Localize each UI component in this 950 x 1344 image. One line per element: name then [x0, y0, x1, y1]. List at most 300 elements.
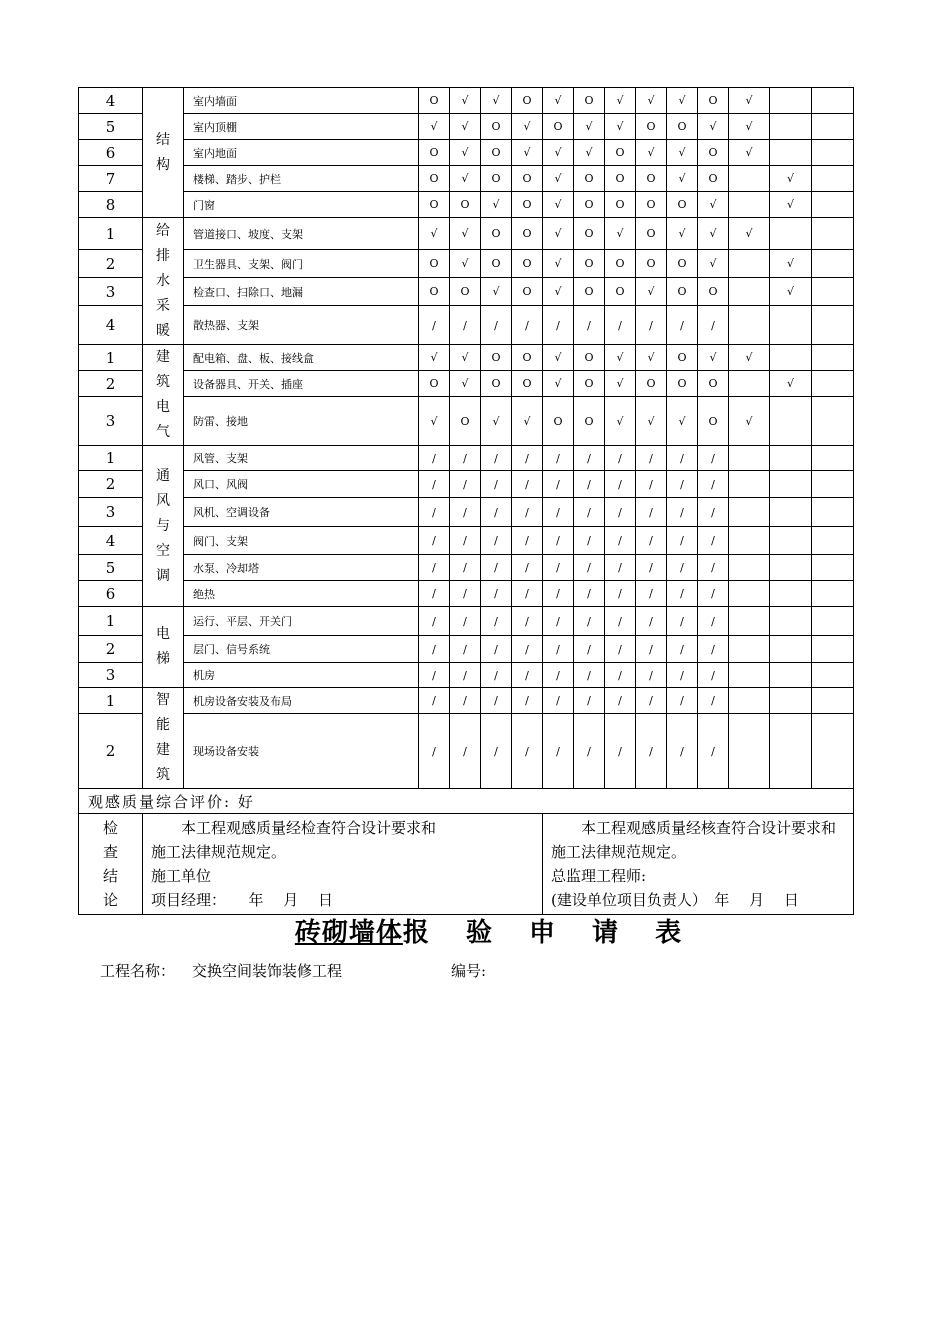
inspection-mark: O [543, 397, 574, 446]
item-number: 4 [79, 88, 143, 114]
inspection-mark [729, 192, 770, 218]
inspection-mark: / [543, 607, 574, 636]
table-row [79, 192, 854, 218]
inspection-mark: √ [729, 345, 770, 371]
inspection-mark: / [512, 688, 543, 714]
inspection-mark [729, 278, 770, 306]
inspection-mark: / [667, 306, 698, 345]
inspection-mark [812, 555, 854, 581]
inspection-mark [770, 498, 812, 527]
inspection-mark: / [667, 607, 698, 636]
group-label [143, 345, 184, 446]
inspection-mark: O [450, 192, 481, 218]
inspection-mark: / [605, 663, 636, 688]
inspection-mark: / [450, 607, 481, 636]
item-number: 3 [79, 498, 143, 527]
inspection-mark: / [543, 663, 574, 688]
inspection-mark: / [512, 714, 543, 789]
inspection-mark [812, 471, 854, 498]
inspection-mark: / [419, 471, 450, 498]
inspection-mark: O [667, 278, 698, 306]
inspection-mark [812, 663, 854, 688]
inspection-mark: / [543, 555, 574, 581]
inspection-mark: √ [450, 345, 481, 371]
supervisor-conclusion [543, 814, 854, 915]
item-name: 风管、支架 [184, 446, 419, 471]
inspection-mark: / [512, 581, 543, 607]
table-row [79, 581, 854, 607]
construction-unit-conclusion [143, 814, 543, 915]
inspection-mark: / [636, 636, 667, 663]
inspection-mark: √ [419, 397, 450, 446]
overall-evaluation-row [79, 789, 854, 814]
item-number: 6 [79, 581, 143, 607]
inspection-mark [770, 636, 812, 663]
item-name: 阀门、支架 [184, 527, 419, 555]
inspection-mark: / [605, 636, 636, 663]
inspection-mark: O [512, 218, 543, 250]
inspection-mark: √ [667, 397, 698, 446]
project-name-label: 工程名称： [100, 962, 176, 980]
inspection-mark: / [419, 306, 450, 345]
inspection-mark: / [481, 688, 512, 714]
inspection-mark: O [698, 166, 729, 192]
inspection-mark: √ [543, 192, 574, 218]
inspection-mark: √ [770, 371, 812, 397]
inspection-mark: / [574, 663, 605, 688]
inspection-mark: / [667, 714, 698, 789]
inspection-mark: √ [450, 250, 481, 278]
inspection-mark: √ [543, 166, 574, 192]
inspection-mark: √ [450, 371, 481, 397]
inspection-mark: √ [543, 371, 574, 397]
item-name: 散热器、支架 [184, 306, 419, 345]
overall-evaluation: 观感质量综合评价: 好 [79, 789, 854, 814]
inspection-mark [770, 471, 812, 498]
group-label-text: 通风与空调 [156, 467, 170, 584]
inspection-mark: / [419, 607, 450, 636]
inspection-mark: O [419, 371, 450, 397]
inspection-mark: √ [481, 397, 512, 446]
inspection-mark: √ [729, 140, 770, 166]
conclusion-label-char: 结 [102, 867, 118, 885]
inspection-mark: / [636, 607, 667, 636]
table-row [79, 607, 854, 636]
inspection-mark: / [605, 714, 636, 789]
inspection-mark: / [574, 527, 605, 555]
inspection-mark [812, 166, 854, 192]
inspection-mark: O [698, 88, 729, 114]
item-number: 1 [79, 446, 143, 471]
group-label [143, 446, 184, 607]
inspection-mark: / [481, 527, 512, 555]
inspection-mark: / [667, 581, 698, 607]
inspection-mark: / [667, 527, 698, 555]
inspection-mark: / [481, 714, 512, 789]
inspection-mark: / [543, 498, 574, 527]
inspection-mark: O [450, 278, 481, 306]
group-label-text: 给排水采暖 [156, 222, 170, 339]
inspection-mark: / [419, 581, 450, 607]
inspection-mark [770, 88, 812, 114]
inspection-mark: √ [698, 345, 729, 371]
inspection-mark [770, 607, 812, 636]
group-label-text: 建筑电气 [156, 349, 170, 440]
inspection-mark [812, 397, 854, 446]
inspection-mark [812, 345, 854, 371]
item-name: 设备器具、开关、插座 [184, 371, 419, 397]
inspection-mark: / [605, 306, 636, 345]
inspection-mark: / [574, 688, 605, 714]
inspection-mark: / [481, 581, 512, 607]
inspection-mark: / [605, 446, 636, 471]
inspection-mark: / [698, 607, 729, 636]
item-name: 门窗 [184, 192, 419, 218]
inspection-mark: / [636, 663, 667, 688]
inspection-mark: / [543, 636, 574, 663]
inspection-mark: / [512, 446, 543, 471]
inspection-mark: √ [605, 345, 636, 371]
inspection-mark: O [605, 278, 636, 306]
table-row [79, 88, 854, 114]
item-number: 6 [79, 140, 143, 166]
item-number: 7 [79, 166, 143, 192]
inspection-mark: / [481, 636, 512, 663]
inspection-mark: / [543, 714, 574, 789]
inspection-mark: / [419, 663, 450, 688]
inspection-mark: √ [636, 88, 667, 114]
inspection-mark: √ [770, 250, 812, 278]
inspection-mark [729, 306, 770, 345]
inspection-mark: / [481, 446, 512, 471]
inspection-mark: √ [419, 345, 450, 371]
item-name: 配电箱、盘、板、接线盒 [184, 345, 419, 371]
inspection-mark: O [512, 345, 543, 371]
inspection-mark: / [450, 306, 481, 345]
inspection-mark: √ [543, 250, 574, 278]
table-row [79, 636, 854, 663]
table-row [79, 218, 854, 250]
inspection-mark: O [419, 166, 450, 192]
inspection-mark: O [419, 140, 450, 166]
inspection-mark: / [574, 498, 605, 527]
inspection-mark [770, 446, 812, 471]
inspection-mark: √ [450, 140, 481, 166]
inspection-mark: √ [512, 397, 543, 446]
item-name: 检查口、扫除口、地漏 [184, 278, 419, 306]
inspection-mark: O [636, 218, 667, 250]
inspection-mark: O [481, 166, 512, 192]
inspection-mark [812, 250, 854, 278]
inspection-mark: / [574, 446, 605, 471]
item-name: 室内地面 [184, 140, 419, 166]
inspection-mark: / [667, 688, 698, 714]
group-label [143, 607, 184, 688]
inspection-mark: √ [605, 114, 636, 140]
item-name: 层门、信号系统 [184, 636, 419, 663]
inspection-mark: / [574, 306, 605, 345]
inspection-mark: O [574, 345, 605, 371]
inspection-mark [729, 607, 770, 636]
inspection-mark: √ [605, 88, 636, 114]
inspection-mark: √ [543, 140, 574, 166]
inspection-mark [729, 581, 770, 607]
table-row [79, 345, 854, 371]
inspection-mark: O [574, 166, 605, 192]
item-number: 2 [79, 471, 143, 498]
item-name: 风口、风阀 [184, 471, 419, 498]
inspection-mark: O [481, 371, 512, 397]
inspection-mark [812, 527, 854, 555]
inspection-mark: / [450, 636, 481, 663]
table-row [79, 250, 854, 278]
inspection-mark: √ [574, 114, 605, 140]
inspection-mark: O [543, 114, 574, 140]
inspection-mark: √ [605, 218, 636, 250]
inspection-mark [812, 371, 854, 397]
inspection-mark: / [512, 527, 543, 555]
inspection-mark: O [667, 192, 698, 218]
form-title-rest: 报 验 申 请 表 [402, 918, 696, 948]
inspection-mark [770, 555, 812, 581]
inspection-mark: / [605, 581, 636, 607]
inspection-mark: √ [770, 278, 812, 306]
inspection-mark: √ [770, 192, 812, 218]
inspection-mark: O [636, 250, 667, 278]
inspection-mark: √ [450, 218, 481, 250]
inspection-mark: √ [605, 397, 636, 446]
group-label [143, 88, 184, 218]
inspection-mark: / [450, 555, 481, 581]
table-row [79, 471, 854, 498]
inspection-mark: √ [667, 140, 698, 166]
inspection-mark: √ [450, 166, 481, 192]
inspection-mark: √ [543, 218, 574, 250]
inspection-mark [729, 166, 770, 192]
inspection-mark [770, 140, 812, 166]
item-number: 1 [79, 345, 143, 371]
inspection-mark: √ [729, 88, 770, 114]
inspection-mark: / [574, 636, 605, 663]
inspection-mark: √ [698, 114, 729, 140]
inspection-mark: √ [419, 114, 450, 140]
inspection-mark [729, 714, 770, 789]
table-row [79, 306, 854, 345]
table-row [79, 397, 854, 446]
conclusion-row [79, 814, 854, 915]
table-row [79, 166, 854, 192]
table-row [79, 663, 854, 688]
inspection-mark: O [481, 140, 512, 166]
inspection-mark [812, 636, 854, 663]
inspection-mark: / [667, 446, 698, 471]
inspection-mark: O [605, 192, 636, 218]
inspection-mark [770, 218, 812, 250]
item-number: 4 [79, 527, 143, 555]
inspection-mark [812, 607, 854, 636]
inspection-mark: / [512, 663, 543, 688]
inspection-mark: / [450, 498, 481, 527]
item-number: 2 [79, 636, 143, 663]
inspection-mark: / [636, 555, 667, 581]
inspection-mark: O [574, 250, 605, 278]
inspection-mark: O [481, 218, 512, 250]
inspection-mark: / [481, 663, 512, 688]
inspection-mark: / [543, 306, 574, 345]
inspection-mark [812, 88, 854, 114]
inspection-mark: √ [574, 140, 605, 166]
inspection-mark: √ [605, 371, 636, 397]
form-number-label: 编号: [451, 962, 487, 980]
inspection-mark: / [419, 527, 450, 555]
inspection-mark: / [636, 688, 667, 714]
inspection-mark: √ [512, 114, 543, 140]
inspection-mark: / [450, 446, 481, 471]
inspection-mark: √ [667, 166, 698, 192]
inspection-mark: / [450, 527, 481, 555]
inspection-mark: / [667, 498, 698, 527]
inspection-mark: √ [729, 114, 770, 140]
inspection-mark: O [481, 250, 512, 278]
inspection-mark: / [636, 446, 667, 471]
inspection-mark: √ [636, 278, 667, 306]
inspection-mark: / [543, 688, 574, 714]
inspection-mark: / [698, 688, 729, 714]
inspection-mark: O [574, 218, 605, 250]
inspection-mark: / [419, 688, 450, 714]
inspection-mark: / [512, 555, 543, 581]
inspection-mark: O [636, 166, 667, 192]
table-row [79, 278, 854, 306]
conclusion-text: 施工法律规范规定。 [151, 843, 287, 861]
item-number: 3 [79, 663, 143, 688]
inspection-mark: / [512, 636, 543, 663]
inspection-mark [770, 306, 812, 345]
inspection-mark: / [636, 714, 667, 789]
item-name: 室内顶棚 [184, 114, 419, 140]
inspection-mark: / [667, 663, 698, 688]
inspection-mark: O [574, 278, 605, 306]
conclusion-label-char: 论 [102, 891, 118, 909]
inspection-mark: / [481, 607, 512, 636]
item-number: 3 [79, 278, 143, 306]
conclusion-label-char: 检 [102, 819, 118, 837]
inspection-mark: / [574, 607, 605, 636]
conclusion-label [79, 814, 143, 915]
inspection-mark: / [574, 471, 605, 498]
inspection-mark [812, 114, 854, 140]
inspection-mark: O [419, 250, 450, 278]
inspection-mark: / [636, 471, 667, 498]
inspection-mark [729, 636, 770, 663]
table-row [79, 688, 854, 714]
inspection-mark: / [605, 555, 636, 581]
inspection-mark [812, 498, 854, 527]
inspection-mark [729, 250, 770, 278]
inspection-mark: O [574, 397, 605, 446]
inspection-mark: √ [450, 114, 481, 140]
inspection-mark: / [698, 446, 729, 471]
inspection-mark [729, 446, 770, 471]
inspection-mark: / [512, 498, 543, 527]
inspection-mark [770, 581, 812, 607]
conclusion-label-char: 查 [102, 843, 118, 861]
inspection-mark: O [636, 371, 667, 397]
inspection-mark [729, 555, 770, 581]
inspection-mark: / [450, 581, 481, 607]
inspection-mark [770, 345, 812, 371]
inspection-mark: / [605, 527, 636, 555]
conclusion-text: 本工程观感质量经核查符合设计要求和 [581, 819, 837, 837]
inspection-mark: O [667, 345, 698, 371]
inspection-mark: O [605, 250, 636, 278]
inspection-mark: / [636, 581, 667, 607]
table-row [79, 446, 854, 471]
inspection-mark [812, 278, 854, 306]
inspection-mark: O [512, 166, 543, 192]
table-row [79, 527, 854, 555]
inspection-mark: √ [770, 166, 812, 192]
inspection-mark: O [574, 371, 605, 397]
inspection-mark: / [543, 471, 574, 498]
inspection-mark [729, 527, 770, 555]
inspection-mark: O [512, 192, 543, 218]
inspection-mark: / [667, 471, 698, 498]
conclusion-text: 施工法律规范规定。 [551, 843, 687, 861]
item-number: 4 [79, 306, 143, 345]
table-row [79, 140, 854, 166]
inspection-mark [770, 663, 812, 688]
item-name: 机房 [184, 663, 419, 688]
item-number: 2 [79, 714, 143, 789]
inspection-mark: / [698, 471, 729, 498]
inspection-mark: O [605, 140, 636, 166]
inspection-mark: √ [543, 278, 574, 306]
inspection-mark: √ [481, 278, 512, 306]
item-name: 防雷、接地 [184, 397, 419, 446]
inspection-mark: √ [698, 250, 729, 278]
inspection-mark: √ [636, 397, 667, 446]
inspection-mark [770, 114, 812, 140]
item-number: 8 [79, 192, 143, 218]
item-name: 水泵、冷却塔 [184, 555, 419, 581]
inspection-mark: / [419, 446, 450, 471]
inspection-mark: / [605, 607, 636, 636]
item-name: 现场设备安装 [184, 714, 419, 789]
inspection-mark: O [419, 278, 450, 306]
construction-unit-label: 施工单位 [151, 867, 212, 885]
group-label [143, 688, 184, 789]
inspection-mark [729, 688, 770, 714]
inspection-mark: O [698, 371, 729, 397]
inspection-mark: O [636, 192, 667, 218]
inspection-mark: √ [667, 88, 698, 114]
inspection-mark: / [636, 498, 667, 527]
inspection-mark: O [419, 88, 450, 114]
inspection-mark [812, 140, 854, 166]
inspection-mark: O [481, 345, 512, 371]
inspection-mark: / [450, 714, 481, 789]
inspection-mark: / [450, 471, 481, 498]
inspection-mark: / [419, 714, 450, 789]
item-name: 室内墙面 [184, 88, 419, 114]
inspection-mark: O [698, 140, 729, 166]
inspection-mark: / [481, 306, 512, 345]
inspection-mark: / [574, 555, 605, 581]
inspection-rows [79, 88, 854, 789]
inspection-mark: √ [636, 345, 667, 371]
inspection-mark: / [698, 306, 729, 345]
